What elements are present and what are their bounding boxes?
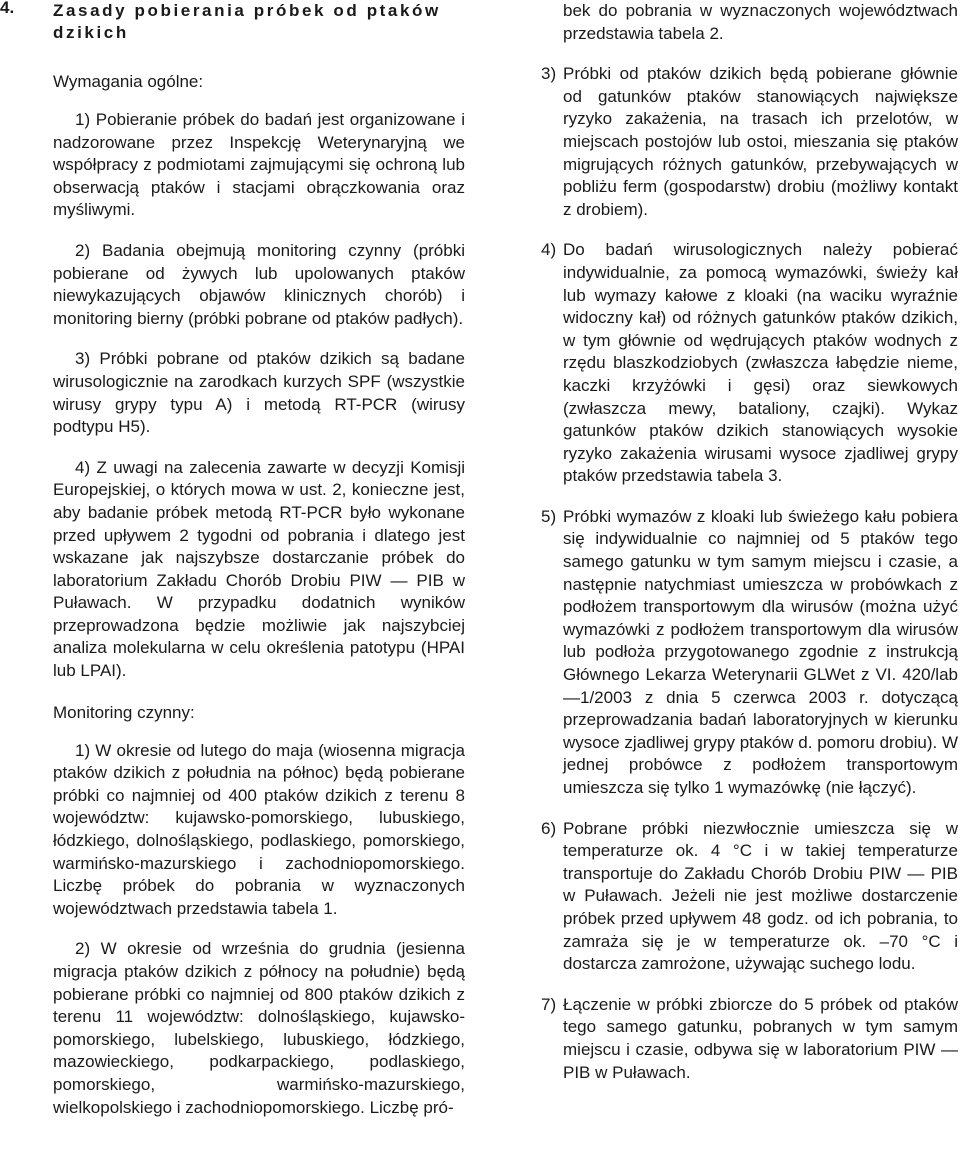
active-monitoring-heading: Monitoring czynny: <box>53 702 195 722</box>
general-item-2 <box>53 240 465 330</box>
item-text: Do badań wirusologicznych należy pobierać indywidualnie, za pomocą wymazówki, świeży kał lub wymazy kałowe z kloaki (na waciku wyraźnie widoczny kał) od różnych gatunków ptaków dzikich, w tym głównie od wędrujących ptaków wodnych z rzędu blaszkodziobych (zwłaszcza łabędzie nieme, kaczki krzyżówki i gęsi) oraz siewkowych (zwłaszcza mewy, bataliony, czajki). Wykaz gatunków ptaków dzikich stanowiących wysokie ryzyko zakażenia wirusami wysoce zjadliwej grypy ptaków przedstawia tabela 3. <box>563 240 958 486</box>
item-marker: 3) <box>541 64 557 84</box>
item-marker: 1) <box>75 740 91 760</box>
general-item-3 <box>53 348 465 438</box>
general-item-4 <box>53 457 465 683</box>
item-text: Próbki wymazów z kloaki lub świeżego kału pobiera się indywidualnie co najmniej od 5 ptaków tego samego gatunku w tym samym miejscu i czasie, a następnie natychmiast umieszcza w probówkach z podłożem transportowym dla wirusów (można użyć wymazówki z podłożem transportowym dla wirusów lub podłoża przygotowanego zgodnie z instrukcją Głównego Lekarza Weterynarii GLWet z VI. 420/lab —1/2003 z dnia 5 czerwca 2003 r. dotyczącą przeprowadzania badań laboratoryjnych w kierunku wysoce zjadliwej grypy ptaków d. pomoru drobiu). W jednej probówce z podłożem transportowym umieszcza się tylko 1 wymazówkę (nie łączyć). <box>563 506 958 797</box>
item-marker: 2) <box>75 240 91 260</box>
item-marker: 6) <box>541 818 557 838</box>
item-marker: 1) <box>75 110 91 129</box>
section-number: 4. <box>0 0 15 17</box>
left-column <box>0 0 465 1119</box>
item-text: Badania obejmują monitoring czynny (próbki pobierane od żywych lub upolowanych ptaków niewykazujących objawów klinicznych chorób) i monitoring bierny (próbki pobrane od ptaków padłych). <box>53 240 465 328</box>
item-marker: 4) <box>541 240 557 260</box>
item-text: Łączenie w próbki zbiorcze do 5 próbek od ptaków tego samego gatunku, pobranych w tym samym miejscu i czasie, odbywa się w laboratorium PIW — PIB w Puławach. <box>563 994 958 1082</box>
right-item-6 <box>506 818 958 976</box>
item-marker: 3) <box>75 349 91 369</box>
item-text: Pobrane próbki niezwłocznie umieszcza się w temperaturze ok. 4 °C i w takiej temperaturze transportuje do Zakładu Chorób Drobiu PIW — PIB w Puławach. Jeżeli nie jest możliwe dostarczenie próbek przed upływem 48 godz. od ich pobrania, to zamraża się je w temperaturze ok. –70 °C i dostarcza zamrożone, używając suchego lodu. <box>563 818 958 974</box>
right-item-5 <box>506 506 958 800</box>
item-marker: 5) <box>541 506 557 526</box>
right-item-4 <box>506 239 958 488</box>
item-text: Pobieranie próbek do badań jest organizowane i nadzorowane przez Inspekcję Weterynaryjną we współpracy z podmiotami zajmującymi się ochroną lub obserwacją ptaków i stacjami obrączkowania oraz myśliwymi. <box>53 110 465 220</box>
item-text: W okresie od września do grudnia (jesienna migracja ptaków dzikich z północy na południe) będą pobierane próbki co najmniej od 800 ptaków dzikich z terenu 11 województw: dolnośląskiego, kujawsko-pomorskiego, lubelskiego, lubuskiego, łódzkiego, mazowieckiego, podkarpackiego, podlaskiego, pomorskiego, warmińsko-mazurskiego, wielkopolskiego i zachodniopomorskiego. Liczbę pró- <box>53 939 465 1117</box>
general-requirements-heading: Wymagania ogólne: <box>53 72 204 91</box>
right-item-3 <box>506 63 958 221</box>
right-item-7 <box>506 994 958 1084</box>
active-item-1 <box>53 740 465 921</box>
continuation-text: bek do pobrania w wyznaczonych województwach przedstawia tabela 2. <box>563 1 958 43</box>
general-item-1 <box>53 109 465 222</box>
item-text: Z uwagi na zalecenia zawarte w decyzji Komisji Europejskiej, o których mowa w ust. 2, konieczne jest, aby badanie próbek metodą RT-PCR było wykonane przed upływem 2 tygodni od pobrania i dlatego jest wskazane jak najszybsze dostarczanie próbek do laboratorium Zakładu Chorób Drobiu PIW — PIB w Puławach. W przypadku dodatnich wyników przeprowadzona będzie możliwie jak najszybciej analiza molekularna w celu określenia patotypu (HPAI lub LPAI). <box>53 457 465 681</box>
item-marker: 4) <box>75 457 91 477</box>
section-heading <box>0 0 465 44</box>
section-title: Zasady pobierania próbek od ptaków dzikich <box>53 1 441 42</box>
right-column <box>506 0 958 1084</box>
item-text: Próbki od ptaków dzikich będą pobierane głównie od gatunków ptaków stanowiących największe ryzyko zakażenia, na trasach ich przelotów, w miejscach postojów lub ostoi, mieszania się ptaków migrujących różnych gatunków, przebywających w pobliżu ferm (gospodarstw) drobiu (możliwy kontakt z drobiem). <box>563 64 958 219</box>
item-marker: 7) <box>541 994 557 1014</box>
active-item-2 <box>53 938 465 1119</box>
item-text: W okresie od lutego do maja (wiosenna migracja ptaków dzikich z południa na północ) będą pobierane próbki co najmniej od 400 ptaków dzikich z terenu 8 województw: kujawsko-pomorskiego, lubuskiego, łódzkiego, dolnośląskiego, podlaskiego, pomorskiego, warmińsko-mazurskiego i zachodniopomorskiego. Liczbę próbek do pobrania w wyznaczonych województwach przedstawia tabela 1. <box>53 740 465 918</box>
item-text: Próbki pobrane od ptaków dzikich są badane wirusologicznie na zarodkach kurzych SPF (wszystkie wirusy grypy typu A) i metodą RT-PCR (wirusy podtypu H5). <box>53 349 465 437</box>
item-marker: 2) <box>75 939 91 959</box>
